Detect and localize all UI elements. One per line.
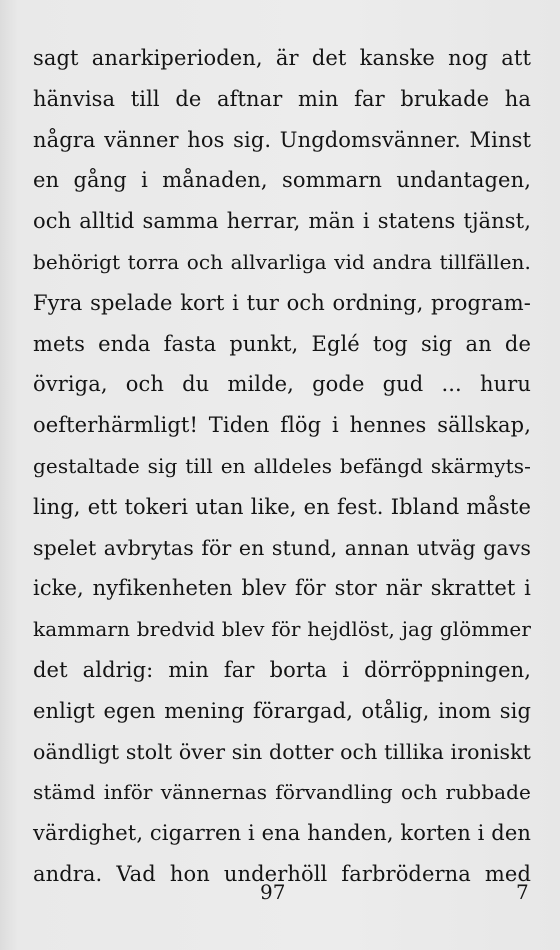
body-text xyxy=(33,38,531,895)
text-line: Fyra spelade kort i tur och ordning, program- xyxy=(33,290,531,315)
text-line: kammarn bredvid blev för hejdlöst, jag glömmer xyxy=(33,617,531,642)
text-line: hänvisa till de aftnar min far brukade ha xyxy=(33,86,531,111)
text-line: och alltid samma herrar, män i statens tjänst, xyxy=(33,209,531,234)
text-line: det aldrig: min far borta i dörröppningen, xyxy=(33,657,531,682)
text-line: icke, nyfikenheten blev för stor när skrattet i xyxy=(33,576,531,601)
text-line: behörigt torra och allvarliga vid andra tillfällen. xyxy=(33,249,531,274)
page-number: 97 xyxy=(260,880,286,904)
text-line: övriga, och du milde, gode gud ... huru xyxy=(33,372,531,397)
text-line: stämd inför vännernas förvandling och rubbade xyxy=(33,780,531,805)
text-line: oändligt stolt över sin dotter och tillika ironiskt xyxy=(33,739,531,764)
text-line: mets enda fasta punkt, Eglé tog sig an de xyxy=(33,331,531,356)
text-line: enligt egen mening förargad, otålig, inom sig xyxy=(33,698,531,723)
text-line: gestaltade sig till en alldeles befängd skärmyts- xyxy=(33,453,531,478)
text-line: några vänner hos sig. Ungdomsvänner. Minst xyxy=(33,127,531,152)
signature-mark: 7 xyxy=(516,880,529,904)
text-line: värdighet, cigarren i ena handen, korten i den xyxy=(33,821,531,846)
text-line: ling, ett tokeri utan like, en fest. Ibland måste xyxy=(33,494,531,519)
page-footer xyxy=(0,880,560,920)
text-line: oefterhärmligt! Tiden flög i hennes sällskap, xyxy=(33,413,531,438)
text-line: sagt anarkiperioden, är det kanske nog att xyxy=(33,46,531,70)
text-line: en gång i månaden, sommarn undantagen, xyxy=(33,168,531,193)
text-line: andra. Vad hon underhöll farbröderna med xyxy=(33,861,531,886)
text-line: spelet avbrytas för en stund, annan utväg gavs xyxy=(33,535,531,560)
